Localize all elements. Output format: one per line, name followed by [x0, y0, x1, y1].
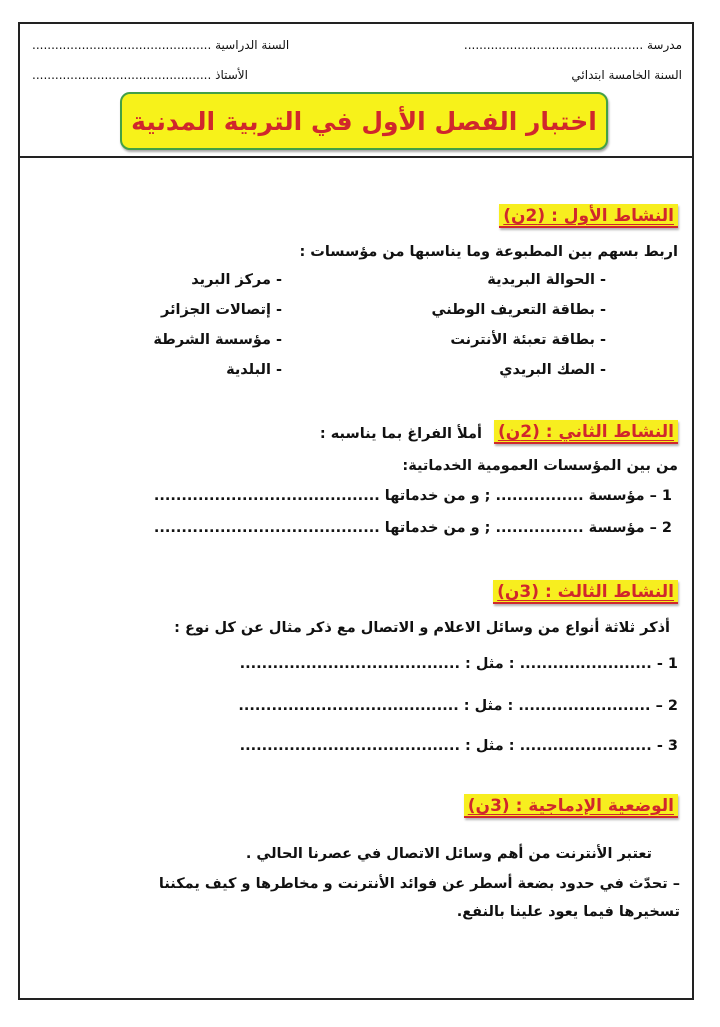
exam-page-frame: [18, 22, 694, 1000]
activity3-title: النشاط الثالث : (3ن): [493, 580, 678, 604]
activity1-left-item: - بطاقة التعريف الوطني: [431, 302, 606, 318]
activity2-title: النشاط الثاني : (2ن): [494, 420, 678, 444]
integration-line: تعتبر الأنترنت من أهم وسائل الاتصال في عصرنا الحالي .: [245, 846, 652, 862]
integration-title: الوضعية الإدماجية : (3ن): [464, 794, 678, 818]
activity1-left-item: - الصك البريدي: [499, 362, 606, 378]
activity2-intro: من بين المؤسسات العمومية الخدماتية:: [402, 458, 678, 474]
teacher-field: الأستاذ ...............................................: [32, 68, 248, 82]
activity1-right-item: - مركز البريد: [191, 272, 282, 288]
activity2-item: 1 – مؤسسة ................ ; و من خدماتها .........................................: [153, 488, 672, 504]
activity3-item: 2 – ........................ : مثل : ........................................: [238, 698, 678, 714]
activity1-title: النشاط الأول : (2ن): [499, 204, 678, 228]
activity3-item: 1 - ........................ : مثل : ........................................: [239, 656, 678, 672]
grade-level: السنة الخامسة ابتدائي: [571, 68, 682, 82]
exam-title: اختبار الفصل الأول في التربية المدنية: [131, 106, 597, 136]
activity1-right-item: - إتصالات الجزائر: [161, 302, 282, 318]
exam-title-box: [120, 92, 608, 150]
activity3-item: 3 - ........................ : مثل : ........................................: [239, 738, 678, 754]
activity1-instruction: اربط بسهم بين المطبوعة وما يناسبها من مؤسسات :: [299, 244, 678, 260]
exam-header: [20, 24, 692, 158]
school-year-field: السنة الدراسية ...............................................: [32, 38, 290, 52]
activity1-right-item: - مؤسسة الشرطة: [153, 332, 282, 348]
activity1-right-item: - البلدية: [226, 362, 282, 378]
activity1-left-item: - الحوالة البريدية: [487, 272, 606, 288]
school-field: مدرسة ...............................................: [463, 38, 682, 52]
activity2-instruction: أملأ الفراغ بما يناسبه :: [319, 426, 482, 442]
integration-line: تسخيرها فيما يعود علينا بالنفع.: [456, 904, 680, 920]
activity1-left-item: - بطاقة تعبئة الأنترنت: [450, 332, 606, 348]
integration-line: – تحدّث في حدود بضعة أسطر عن فوائد الأنترنت و مخاطرها و كيف يمكننا: [158, 876, 680, 892]
activity3-instruction: أذكر ثلاثة أنواع من وسائل الاعلام و الاتصال مع ذكر مثال عن كل نوع :: [174, 620, 670, 636]
activity2-item: 2 – مؤسسة ................ ; و من خدماتها .........................................: [153, 520, 672, 536]
